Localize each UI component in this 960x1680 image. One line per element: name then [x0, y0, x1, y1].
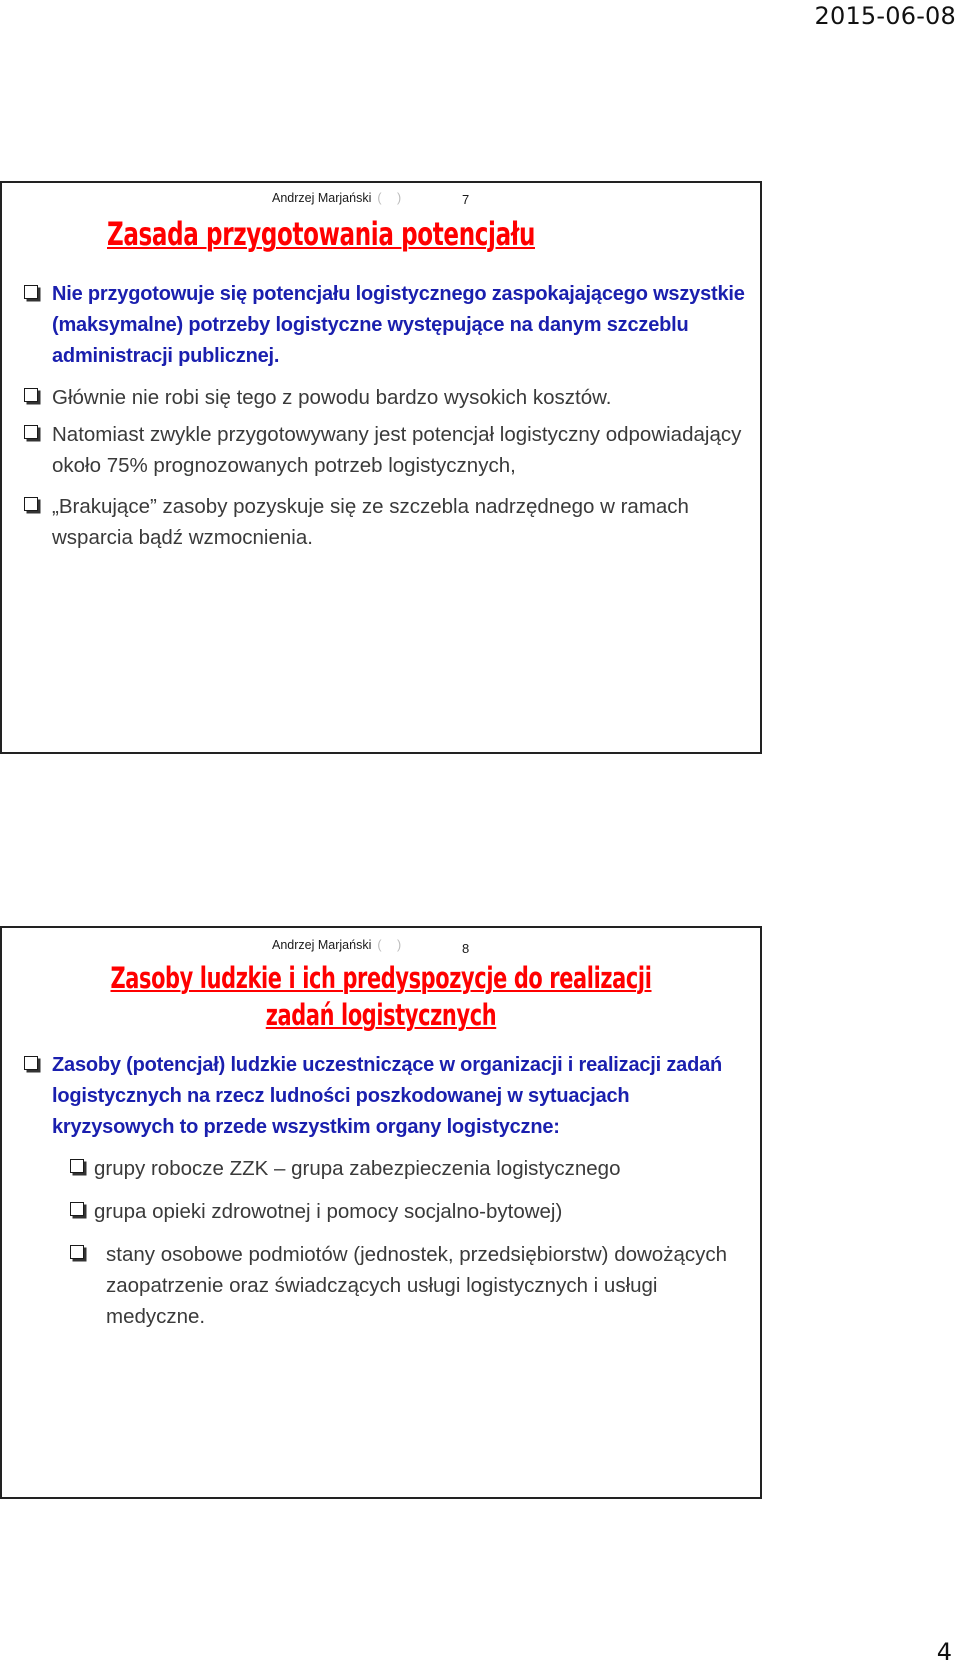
sub-bullet-text: grupy robocze ZZK – grupa zabezpieczenia logistycznego: [94, 1157, 621, 1180]
bullet-text: Nie przygotowuje się potencjału logistycznego zaspokajającego wszystkie (maksymalne) potrzeby logistyczne występujące na danym szczeblu administracji publicznej.: [52, 283, 745, 367]
bullet-item: [24, 491, 748, 553]
checkbox-bullet-icon: [24, 1056, 38, 1070]
bullet-text: „Brakujące” zasoby pozyskuje się ze szczebla nadrzędnego w ramach wsparcia bądź wzmocnienia.: [52, 495, 689, 549]
author-name: Andrzej Marjański: [272, 938, 372, 952]
bullet-item: [24, 279, 748, 372]
bullet-list: [24, 279, 748, 561]
header-parentheses: ( ): [377, 191, 408, 205]
checkbox-bullet-icon: [24, 425, 38, 439]
slide-number: 7: [462, 192, 470, 207]
sub-bullet-item: [70, 1239, 740, 1332]
header-parentheses: ( ): [377, 938, 408, 952]
slide-header: [272, 191, 407, 205]
checkbox-bullet-icon: [24, 285, 38, 299]
checkbox-bullet-icon: [24, 497, 38, 511]
page-date: 2015-06-08: [814, 2, 956, 30]
sub-bullet-text: stany osobowe podmiotów (jednostek, przedsiębiorstw) dowożących zaopatrzenie oraz świadczących usługi logistycznych i usługi medyczne.: [106, 1243, 728, 1328]
sub-bullet-list: [70, 1153, 740, 1344]
bullet-text: Głównie nie robi się tego z powodu bardzo wysokich kosztów.: [52, 386, 612, 409]
page-number: 4: [936, 1638, 952, 1666]
slide-8: [0, 926, 762, 1499]
checkbox-bullet-icon: [24, 388, 38, 402]
slide-header: [272, 938, 407, 952]
slide-title: Zasoby ludzkie i ich predyspozycje do realizacji zadań logistycznych: [110, 961, 652, 1032]
bullet-list: [24, 1050, 748, 1143]
slide-title: Zasada przygotowania potencjału: [107, 215, 535, 253]
slide-7: [0, 181, 762, 754]
author-name: Andrzej Marjański: [272, 191, 372, 205]
checkbox-bullet-icon: [70, 1245, 84, 1259]
bullet-item: [24, 419, 748, 481]
bullet-text: Zasoby (potencjał) ludzkie uczestniczące w organizacji i realizacji zadań logistycznych na rzecz ludności poszkodowanej w sytuacjach kryzysowych to przede wszystkim organy logistyczne:: [52, 1054, 723, 1138]
sub-bullet-item: [70, 1153, 740, 1184]
bullet-item: [24, 382, 748, 413]
sub-bullet-text: grupa opieki zdrowotnej i pomocy socjalno-bytowej): [94, 1200, 563, 1223]
bullet-item: [24, 1050, 748, 1143]
sub-bullet-item: [70, 1196, 740, 1227]
slide-number: 8: [462, 941, 470, 956]
checkbox-bullet-icon: [70, 1159, 84, 1173]
bullet-text: Natomiast zwykle przygotowywany jest potencjał logistyczny odpowiadający około 75% prognozowanych potrzeb logistycznych,: [52, 423, 742, 477]
checkbox-bullet-icon: [70, 1202, 84, 1216]
